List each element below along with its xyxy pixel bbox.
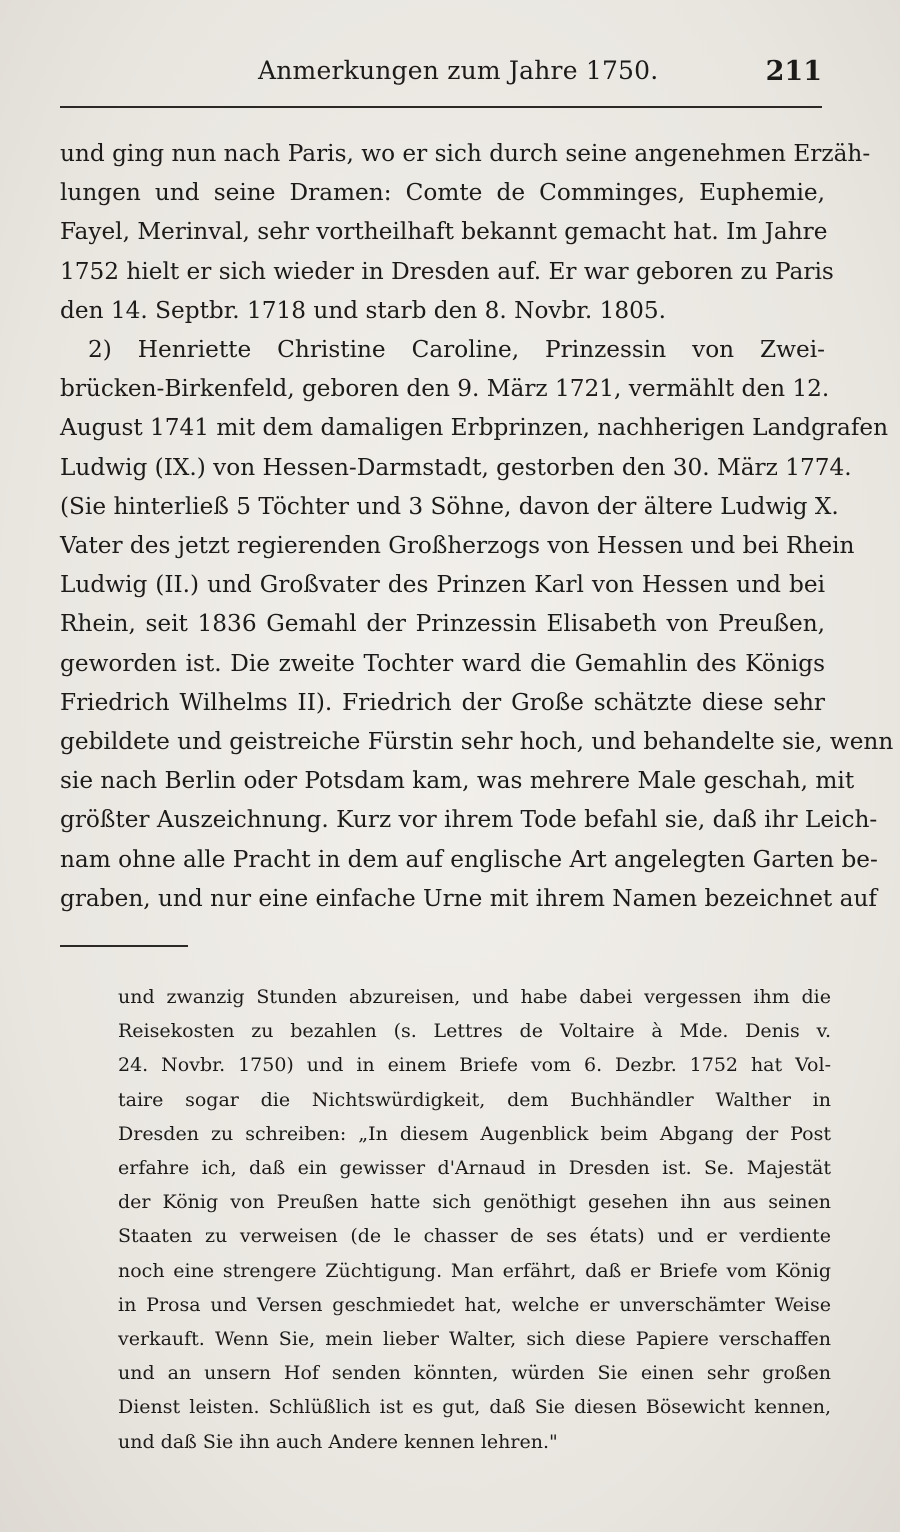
text-line: größter Auszeichnung. Kurz vor ihrem Tode befahl sie, daß ihr Leich- bbox=[60, 806, 878, 834]
main-text bbox=[60, 134, 894, 918]
note-2-paragraph bbox=[60, 330, 894, 918]
text-line: 2) Henriette Christine Caroline, Prinzessin von Zwei- bbox=[88, 336, 825, 364]
footnote-rule bbox=[60, 945, 188, 947]
footnote-line: und an unsern Hof senden könnten, würden Sie einen sehr großen bbox=[118, 1362, 831, 1385]
text-line: Vater des jetzt regierenden Großherzogs von Hessen und bei Rhein bbox=[60, 532, 855, 560]
footnote-line: taire sogar die Nichtswürdigkeit, dem Buchhändler Walther in bbox=[118, 1088, 831, 1111]
text-line: lungen und seine Dramen: Comte de Comminges, Euphemie, bbox=[60, 179, 825, 207]
footnote-line: und zwanzig Stunden abzureisen, und habe dabei vergessen ihm die bbox=[118, 986, 831, 1008]
footnote-line: Staaten zu verweisen (de le chasser de ses états) und er verdiente bbox=[118, 1225, 831, 1248]
text-line: August 1741 mit dem damaligen Erbprinzen, nachherigen Landgrafen bbox=[60, 414, 889, 442]
text-line: brücken-Birkenfeld, geboren den 9. März 1721, vermählt den 12. bbox=[60, 375, 830, 403]
footnote-line: Dienst leisten. Schlüßlich ist es gut, daß Sie diesen Bösewicht kennen, bbox=[118, 1396, 831, 1419]
footnote-line: 24. Novbr. 1750) und in einem Briefe vom 6. Dezbr. 1752 hat Vol- bbox=[118, 1054, 831, 1077]
text-line: Friedrich Wilhelms II). Friedrich der Große schätzte diese sehr bbox=[60, 688, 825, 716]
footnote-line: verkauft. Wenn Sie, mein lieber Walter, sich diese Papiere verschaffen bbox=[118, 1328, 831, 1351]
footnote-line: Dresden zu schreiben: „In diesem Augenblick beim Abgang der Post bbox=[118, 1122, 831, 1145]
text-line: Fayel, Merinval, sehr vortheilhaft bekannt gemacht hat. Im Jahre bbox=[60, 218, 828, 246]
text-line: Rhein, seit 1836 Gemahl der Prinzessin Elisabeth von Preußen, bbox=[60, 610, 825, 638]
running-header bbox=[60, 56, 822, 90]
text-line: (Sie hinterließ 5 Töchter und 3 Söhne, davon der ältere Ludwig X. bbox=[60, 492, 839, 520]
footnote-line: der König von Preußen hatte sich genöthigt gesehen ihn aus seinen bbox=[118, 1191, 831, 1214]
footnote-line: erfahre ich, daß ein gewisser d'Arnaud in Dresden ist. Se. Majestät bbox=[118, 1157, 831, 1180]
text-line: Ludwig (IX.) von Hessen-Darmstadt, gestorben den 30. März 1774. bbox=[60, 453, 852, 481]
text-line: nam ohne alle Pracht in dem auf englische Art angelegten Garten be- bbox=[60, 845, 878, 873]
footnote-line: in Prosa und Versen geschmiedet hat, welche er unverschämter Weise bbox=[118, 1293, 831, 1316]
text-line: graben, und nur eine einfache Urne mit ihrem Namen bezeichnet auf bbox=[60, 884, 877, 912]
text-line: gebildete und geistreiche Fürstin sehr hoch, und behandelte sie, wenn bbox=[60, 728, 894, 756]
text-line: sie nach Berlin oder Potsdam kam, was mehrere Male geschah, mit bbox=[60, 767, 855, 795]
footnote bbox=[118, 980, 831, 1459]
paragraph-continuation bbox=[60, 134, 871, 330]
header-rule bbox=[60, 106, 822, 108]
text-line: 1752 hielt er sich wieder in Dresden auf. Er war geboren zu Paris bbox=[60, 257, 834, 285]
page-number: 211 bbox=[765, 56, 822, 87]
text-line: Ludwig (II.) und Großvater des Prinzen Karl von Hessen und bei bbox=[60, 571, 825, 599]
text-line: geworden ist. Die zweite Tochter ward die Gemahlin des Königs bbox=[60, 649, 825, 677]
text-line: den 14. Septbr. 1718 und starb den 8. Novbr. 1805. bbox=[60, 296, 667, 324]
footnote-line: und daß Sie ihn auch Andere kennen lehren." bbox=[118, 1430, 558, 1453]
footnote-line: noch eine strengere Züchtigung. Man erfährt, daß er Briefe vom König bbox=[118, 1259, 831, 1282]
running-title: Anmerkungen zum Jahre 1750. bbox=[258, 56, 659, 85]
text-line: und ging nun nach Paris, wo er sich durch seine angenehmen Erzäh- bbox=[60, 140, 871, 167]
footnote-line: Reisekosten zu bezahlen (s. Lettres de Voltaire à Mde. Denis v. bbox=[118, 1020, 831, 1043]
